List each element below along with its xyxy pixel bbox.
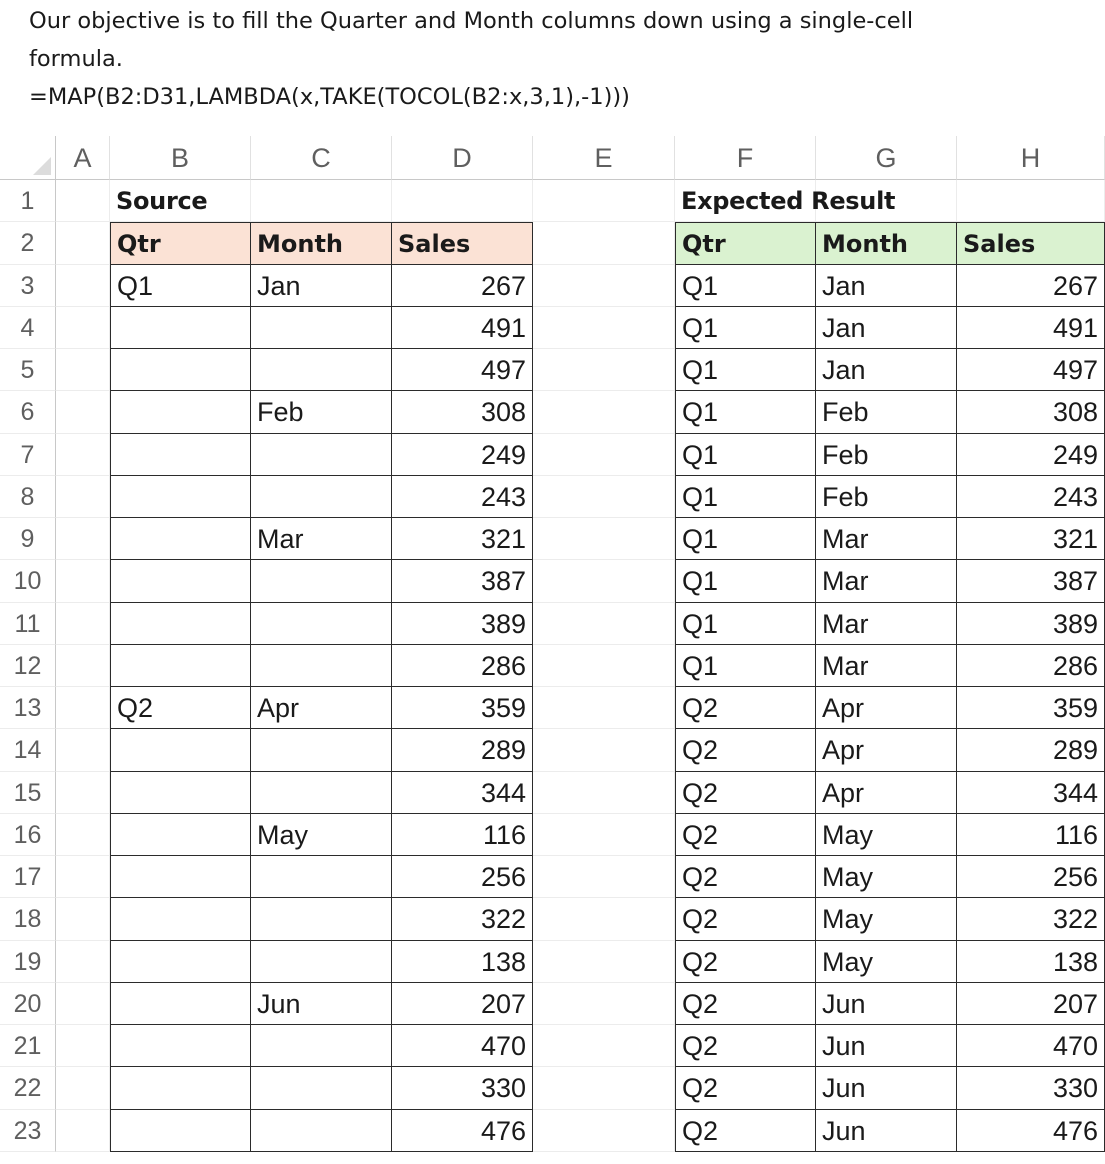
cell-C16[interactable]: May	[251, 814, 392, 856]
cell-A21[interactable]	[56, 1025, 110, 1067]
cell-E1[interactable]	[533, 180, 675, 222]
row-header-15[interactable]: 15	[0, 772, 56, 814]
cell-D1[interactable]	[392, 180, 533, 222]
cell-F21[interactable]: Q2	[675, 1025, 816, 1067]
cell-H6[interactable]: 308	[957, 391, 1105, 433]
row-header-6[interactable]: 6	[0, 391, 56, 433]
cell-A2[interactable]	[56, 222, 110, 264]
cell-F10[interactable]: Q1	[675, 560, 816, 602]
cell-B15[interactable]	[110, 772, 251, 814]
column-header-B[interactable]: B	[110, 136, 251, 180]
intro-line-2: formula.	[29, 46, 123, 72]
result-title[interactable]: Expected Result	[675, 180, 816, 222]
cell-C6[interactable]: Feb	[251, 391, 392, 433]
cell-G19[interactable]: May	[816, 941, 957, 983]
row-header-8[interactable]: 8	[0, 476, 56, 518]
cell-H10[interactable]: 387	[957, 560, 1105, 602]
cell-G9[interactable]: Mar	[816, 518, 957, 560]
cell-D9[interactable]: 321	[392, 518, 533, 560]
row-header-5[interactable]: 5	[0, 349, 56, 391]
row-header-20[interactable]: 20	[0, 983, 56, 1025]
cell-A11[interactable]	[56, 603, 110, 645]
cell-D4[interactable]: 491	[392, 307, 533, 349]
row-header-3[interactable]: 3	[0, 265, 56, 307]
cell-C22[interactable]	[251, 1067, 392, 1109]
cell-D11[interactable]: 389	[392, 603, 533, 645]
cell-E19[interactable]	[533, 941, 675, 983]
cell-D13[interactable]: 359	[392, 687, 533, 729]
cell-G23[interactable]: Jun	[816, 1110, 957, 1152]
cell-G13[interactable]: Apr	[816, 687, 957, 729]
cell-E14[interactable]	[533, 729, 675, 771]
source-header-qtr[interactable]: Qtr	[110, 222, 251, 264]
cell-G15[interactable]: Apr	[816, 772, 957, 814]
cell-B8[interactable]	[110, 476, 251, 518]
column-header-E[interactable]: E	[533, 136, 675, 180]
cell-G8[interactable]: Feb	[816, 476, 957, 518]
cell-E3[interactable]	[533, 265, 675, 307]
cell-A18[interactable]	[56, 898, 110, 940]
cell-H14[interactable]: 289	[957, 729, 1105, 771]
cell-E12[interactable]	[533, 645, 675, 687]
cell-B9[interactable]	[110, 518, 251, 560]
cell-E6[interactable]	[533, 391, 675, 433]
cell-D23[interactable]: 476	[392, 1110, 533, 1152]
cell-H9[interactable]: 321	[957, 518, 1105, 560]
cell-F14[interactable]: Q2	[675, 729, 816, 771]
cell-B6[interactable]	[110, 391, 251, 433]
cell-D7[interactable]: 249	[392, 434, 533, 476]
cell-D12[interactable]: 286	[392, 645, 533, 687]
cell-B23[interactable]	[110, 1110, 251, 1152]
cell-B5[interactable]	[110, 349, 251, 391]
cell-G11[interactable]: Mar	[816, 603, 957, 645]
cell-A1[interactable]	[56, 180, 110, 222]
column-header-C[interactable]: C	[251, 136, 392, 180]
cell-A6[interactable]	[56, 391, 110, 433]
cell-C5[interactable]	[251, 349, 392, 391]
cell-F18[interactable]: Q2	[675, 898, 816, 940]
cell-A12[interactable]	[56, 645, 110, 687]
cell-A20[interactable]	[56, 983, 110, 1025]
cell-A15[interactable]	[56, 772, 110, 814]
cell-H21[interactable]: 470	[957, 1025, 1105, 1067]
cell-C23[interactable]	[251, 1110, 392, 1152]
cell-A14[interactable]	[56, 729, 110, 771]
cell-F3[interactable]: Q1	[675, 265, 816, 307]
cell-E8[interactable]	[533, 476, 675, 518]
cell-C7[interactable]	[251, 434, 392, 476]
cell-D18[interactable]: 322	[392, 898, 533, 940]
cell-C9[interactable]: Mar	[251, 518, 392, 560]
cell-E5[interactable]	[533, 349, 675, 391]
row-header-1[interactable]: 1	[0, 180, 56, 222]
row-header-16[interactable]: 16	[0, 814, 56, 856]
cell-E13[interactable]	[533, 687, 675, 729]
cell-D10[interactable]: 387	[392, 560, 533, 602]
cell-G17[interactable]: May	[816, 856, 957, 898]
cell-B7[interactable]	[110, 434, 251, 476]
cell-D14[interactable]: 289	[392, 729, 533, 771]
cell-H11[interactable]: 389	[957, 603, 1105, 645]
cell-F7[interactable]: Q1	[675, 434, 816, 476]
result-header-sales[interactable]: Sales	[957, 222, 1105, 264]
cell-B3[interactable]: Q1	[110, 265, 251, 307]
row-header-14[interactable]: 14	[0, 729, 56, 771]
cell-E4[interactable]	[533, 307, 675, 349]
row-header-12[interactable]: 12	[0, 645, 56, 687]
cell-H12[interactable]: 286	[957, 645, 1105, 687]
cell-F13[interactable]: Q2	[675, 687, 816, 729]
row-header-23[interactable]: 23	[0, 1110, 56, 1152]
cell-H23[interactable]: 476	[957, 1110, 1105, 1152]
cell-E17[interactable]	[533, 856, 675, 898]
cell-D15[interactable]: 344	[392, 772, 533, 814]
row-header-10[interactable]: 10	[0, 560, 56, 602]
cell-B10[interactable]	[110, 560, 251, 602]
cell-B12[interactable]	[110, 645, 251, 687]
select-all-corner[interactable]	[0, 136, 56, 180]
cell-H7[interactable]: 249	[957, 434, 1105, 476]
cell-B19[interactable]	[110, 941, 251, 983]
cell-G20[interactable]: Jun	[816, 983, 957, 1025]
cell-F15[interactable]: Q2	[675, 772, 816, 814]
cell-C8[interactable]	[251, 476, 392, 518]
cell-F17[interactable]: Q2	[675, 856, 816, 898]
cell-E11[interactable]	[533, 603, 675, 645]
cell-F5[interactable]: Q1	[675, 349, 816, 391]
cell-C18[interactable]	[251, 898, 392, 940]
intro-line-1: Our objective is to fill the Quarter and Month columns down using a single-cell	[29, 8, 914, 34]
cell-H13[interactable]: 359	[957, 687, 1105, 729]
cell-B18[interactable]	[110, 898, 251, 940]
cell-G14[interactable]: Apr	[816, 729, 957, 771]
cell-B22[interactable]	[110, 1067, 251, 1109]
cell-A5[interactable]	[56, 349, 110, 391]
row-header-18[interactable]: 18	[0, 898, 56, 940]
row-header-2[interactable]: 2	[0, 222, 56, 264]
column-header-F[interactable]: F	[675, 136, 816, 180]
cell-F6[interactable]: Q1	[675, 391, 816, 433]
cell-A9[interactable]	[56, 518, 110, 560]
row-header-19[interactable]: 19	[0, 941, 56, 983]
cell-A8[interactable]	[56, 476, 110, 518]
cell-F9[interactable]: Q1	[675, 518, 816, 560]
cell-D19[interactable]: 138	[392, 941, 533, 983]
cell-B21[interactable]	[110, 1025, 251, 1067]
cell-C12[interactable]	[251, 645, 392, 687]
cell-G4[interactable]: Jan	[816, 307, 957, 349]
cell-H18[interactable]: 322	[957, 898, 1105, 940]
cell-E9[interactable]	[533, 518, 675, 560]
cell-B13[interactable]: Q2	[110, 687, 251, 729]
cell-G16[interactable]: May	[816, 814, 957, 856]
cell-F8[interactable]: Q1	[675, 476, 816, 518]
cell-F22[interactable]: Q2	[675, 1067, 816, 1109]
cell-E20[interactable]	[533, 983, 675, 1025]
cell-C13[interactable]: Apr	[251, 687, 392, 729]
cell-D8[interactable]: 243	[392, 476, 533, 518]
cell-F16[interactable]: Q2	[675, 814, 816, 856]
cell-H4[interactable]: 491	[957, 307, 1105, 349]
cell-F23[interactable]: Q2	[675, 1110, 816, 1152]
cell-A3[interactable]	[56, 265, 110, 307]
cell-F20[interactable]: Q2	[675, 983, 816, 1025]
cell-H19[interactable]: 138	[957, 941, 1105, 983]
cell-C4[interactable]	[251, 307, 392, 349]
cell-E21[interactable]	[533, 1025, 675, 1067]
cell-A22[interactable]	[56, 1067, 110, 1109]
sheet-grid[interactable]	[0, 136, 1104, 1152]
cell-A16[interactable]	[56, 814, 110, 856]
cell-D17[interactable]: 256	[392, 856, 533, 898]
cell-C3[interactable]: Jan	[251, 265, 392, 307]
cell-G21[interactable]: Jun	[816, 1025, 957, 1067]
cell-D6[interactable]: 308	[392, 391, 533, 433]
cell-D20[interactable]: 207	[392, 983, 533, 1025]
cell-B20[interactable]	[110, 983, 251, 1025]
cell-G18[interactable]: May	[816, 898, 957, 940]
cell-A23[interactable]	[56, 1110, 110, 1152]
cell-C21[interactable]	[251, 1025, 392, 1067]
formula-text: =MAP(B2:D31,LAMBDA(x,TAKE(TOCOL(B2:x,3,1),-1)))	[29, 84, 630, 110]
row-header-22[interactable]: 22	[0, 1067, 56, 1109]
spreadsheet[interactable]	[0, 136, 1104, 1164]
cell-D16[interactable]: 116	[392, 814, 533, 856]
row-header-21[interactable]: 21	[0, 1025, 56, 1067]
cell-C10[interactable]	[251, 560, 392, 602]
cell-G7[interactable]: Feb	[816, 434, 957, 476]
row-header-17[interactable]: 17	[0, 856, 56, 898]
cell-H16[interactable]: 116	[957, 814, 1105, 856]
cell-A13[interactable]	[56, 687, 110, 729]
cell-H1[interactable]	[957, 180, 1105, 222]
cell-H3[interactable]: 267	[957, 265, 1105, 307]
cell-G6[interactable]: Feb	[816, 391, 957, 433]
cell-C19[interactable]	[251, 941, 392, 983]
cell-E7[interactable]	[533, 434, 675, 476]
result-header-qtr[interactable]: Qtr	[675, 222, 816, 264]
cell-E15[interactable]	[533, 772, 675, 814]
cell-G12[interactable]: Mar	[816, 645, 957, 687]
cell-D22[interactable]: 330	[392, 1067, 533, 1109]
cell-B14[interactable]	[110, 729, 251, 771]
cell-H20[interactable]: 207	[957, 983, 1105, 1025]
cell-E16[interactable]	[533, 814, 675, 856]
cell-F4[interactable]: Q1	[675, 307, 816, 349]
column-header-A[interactable]: A	[56, 136, 110, 180]
cell-H8[interactable]: 243	[957, 476, 1105, 518]
cell-D21[interactable]: 470	[392, 1025, 533, 1067]
cell-C11[interactable]	[251, 603, 392, 645]
cell-D3[interactable]: 267	[392, 265, 533, 307]
cell-H5[interactable]: 497	[957, 349, 1105, 391]
cell-A7[interactable]	[56, 434, 110, 476]
cell-A19[interactable]	[56, 941, 110, 983]
row-header-4[interactable]: 4	[0, 307, 56, 349]
cell-C17[interactable]	[251, 856, 392, 898]
row-header-9[interactable]: 9	[0, 518, 56, 560]
column-header-G[interactable]: G	[816, 136, 957, 180]
cell-H17[interactable]: 256	[957, 856, 1105, 898]
cell-G5[interactable]: Jan	[816, 349, 957, 391]
row-header-7[interactable]: 7	[0, 434, 56, 476]
cell-F11[interactable]: Q1	[675, 603, 816, 645]
cell-E18[interactable]	[533, 898, 675, 940]
cell-F12[interactable]: Q1	[675, 645, 816, 687]
cell-A17[interactable]	[56, 856, 110, 898]
cell-G10[interactable]: Mar	[816, 560, 957, 602]
cell-E23[interactable]	[533, 1110, 675, 1152]
row-header-11[interactable]: 11	[0, 603, 56, 645]
cell-B16[interactable]	[110, 814, 251, 856]
cell-F19[interactable]: Q2	[675, 941, 816, 983]
column-header-D[interactable]: D	[392, 136, 533, 180]
cell-E22[interactable]	[533, 1067, 675, 1109]
cell-C1[interactable]	[251, 180, 392, 222]
cell-E10[interactable]	[533, 560, 675, 602]
cell-B4[interactable]	[110, 307, 251, 349]
cell-A10[interactable]	[56, 560, 110, 602]
cell-H22[interactable]: 330	[957, 1067, 1105, 1109]
intro-text	[29, 2, 1089, 116]
source-header-sales[interactable]: Sales	[392, 222, 533, 264]
cell-H15[interactable]: 344	[957, 772, 1105, 814]
source-title[interactable]: Source	[110, 180, 251, 222]
cell-C20[interactable]: Jun	[251, 983, 392, 1025]
cell-C15[interactable]	[251, 772, 392, 814]
cell-G1[interactable]	[816, 180, 957, 222]
cell-G22[interactable]: Jun	[816, 1067, 957, 1109]
cell-B11[interactable]	[110, 603, 251, 645]
cell-D5[interactable]: 497	[392, 349, 533, 391]
cell-E2[interactable]	[533, 222, 675, 264]
cell-G3[interactable]: Jan	[816, 265, 957, 307]
row-header-13[interactable]: 13	[0, 687, 56, 729]
cell-C14[interactable]	[251, 729, 392, 771]
cell-A4[interactable]	[56, 307, 110, 349]
source-header-month[interactable]: Month	[251, 222, 392, 264]
column-header-H[interactable]: H	[957, 136, 1105, 180]
result-header-month[interactable]: Month	[816, 222, 957, 264]
cell-B17[interactable]	[110, 856, 251, 898]
